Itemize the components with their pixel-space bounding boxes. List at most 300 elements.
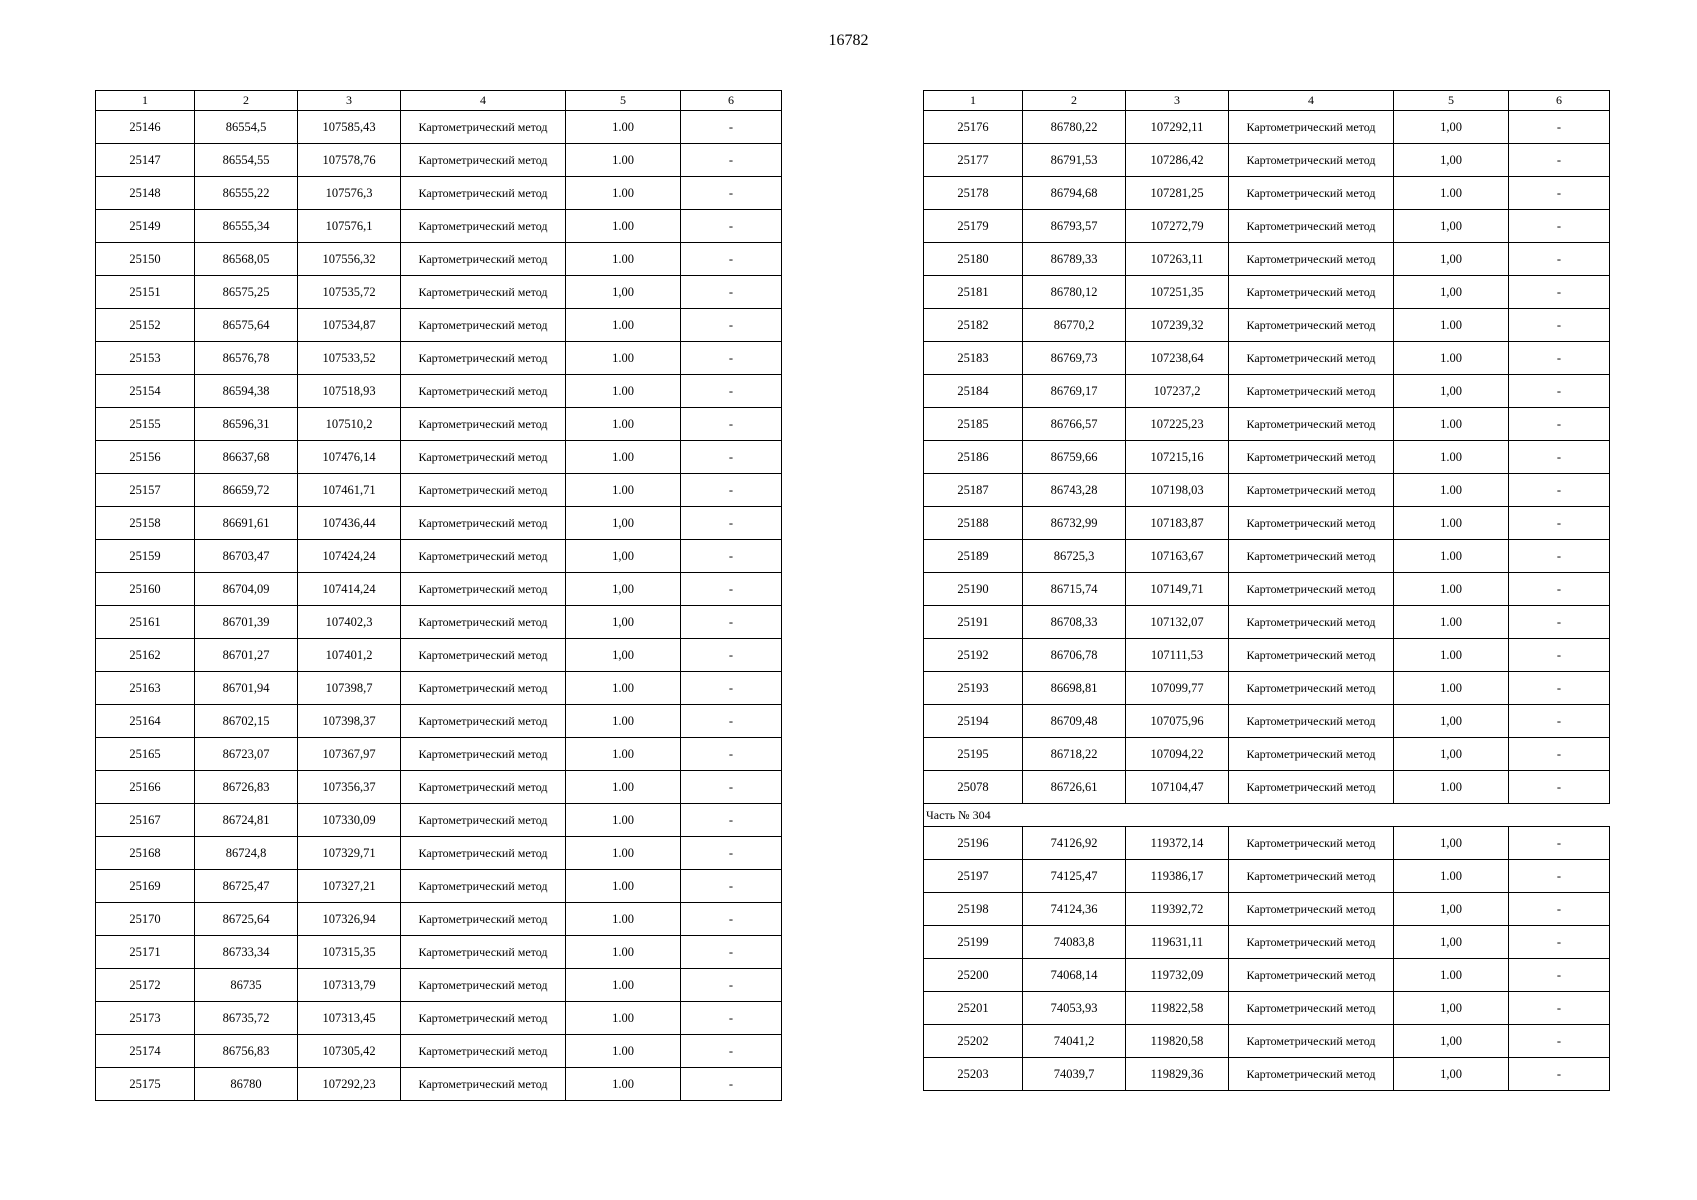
table-header-row	[96, 91, 782, 111]
point-number-cell: 25186	[924, 441, 1023, 474]
method-cell: Картометрический метод	[401, 441, 566, 474]
table-row	[96, 870, 782, 903]
y-coordinate-cell: 107578,76	[298, 144, 401, 177]
method-cell: Картометрический метод	[401, 837, 566, 870]
point-number-cell: 25148	[96, 177, 195, 210]
method-cell: Картометрический метод	[1229, 827, 1394, 860]
precision-cell: 1,00	[1394, 705, 1509, 738]
method-cell: Картометрический метод	[1229, 111, 1394, 144]
note-cell: -	[1509, 144, 1610, 177]
precision-cell: 1.00	[566, 342, 681, 375]
note-cell: -	[681, 276, 782, 309]
point-number-cell: 25161	[96, 606, 195, 639]
y-coordinate-cell: 107263,11	[1126, 243, 1229, 276]
column-header: 1	[96, 91, 195, 111]
y-coordinate-cell: 107533,52	[298, 342, 401, 375]
note-cell: -	[1509, 959, 1610, 992]
point-number-cell: 25154	[96, 375, 195, 408]
note-cell: -	[681, 804, 782, 837]
x-coordinate-cell: 86770,2	[1023, 309, 1126, 342]
table-row	[924, 606, 1610, 639]
note-cell: -	[681, 144, 782, 177]
y-coordinate-cell: 119386,17	[1126, 860, 1229, 893]
note-cell: -	[1509, 276, 1610, 309]
point-number-cell: 25174	[96, 1035, 195, 1068]
y-coordinate-cell: 107132,07	[1126, 606, 1229, 639]
note-cell: -	[1509, 926, 1610, 959]
table-row	[924, 827, 1610, 860]
method-cell: Картометрический метод	[1229, 1025, 1394, 1058]
method-cell: Картометрический метод	[1229, 771, 1394, 804]
table-row	[96, 474, 782, 507]
table-row	[96, 1068, 782, 1101]
precision-cell: 1,00	[566, 507, 681, 540]
precision-cell: 1,00	[566, 639, 681, 672]
table-row	[96, 309, 782, 342]
y-coordinate-cell: 107461,71	[298, 474, 401, 507]
table-row	[924, 992, 1610, 1025]
x-coordinate-cell: 86780	[195, 1068, 298, 1101]
point-number-cell: 25200	[924, 959, 1023, 992]
method-cell: Картометрический метод	[1229, 705, 1394, 738]
y-coordinate-cell: 119732,09	[1126, 959, 1229, 992]
point-number-cell: 25202	[924, 1025, 1023, 1058]
point-number-cell: 25170	[96, 903, 195, 936]
method-cell: Картометрический метод	[401, 672, 566, 705]
y-coordinate-cell: 107286,42	[1126, 144, 1229, 177]
note-cell: -	[681, 1068, 782, 1101]
method-cell: Картометрический метод	[1229, 474, 1394, 507]
precision-cell: 1.00	[566, 903, 681, 936]
point-number-cell: 25163	[96, 672, 195, 705]
y-coordinate-cell: 107111,53	[1126, 639, 1229, 672]
point-number-cell: 25195	[924, 738, 1023, 771]
note-cell: -	[1509, 375, 1610, 408]
x-coordinate-cell: 86555,22	[195, 177, 298, 210]
table-row	[924, 474, 1610, 507]
x-coordinate-cell: 86554,5	[195, 111, 298, 144]
method-cell: Картометрический метод	[401, 276, 566, 309]
x-coordinate-cell: 86709,48	[1023, 705, 1126, 738]
column-header: 4	[1229, 91, 1394, 111]
x-coordinate-cell: 86791,53	[1023, 144, 1126, 177]
y-coordinate-cell: 107292,11	[1126, 111, 1229, 144]
precision-cell: 1.00	[566, 672, 681, 705]
y-coordinate-cell: 107356,37	[298, 771, 401, 804]
precision-cell: 1,00	[566, 573, 681, 606]
table-row	[924, 177, 1610, 210]
precision-cell: 1.00	[1394, 309, 1509, 342]
note-cell: -	[681, 606, 782, 639]
y-coordinate-cell: 107104,47	[1126, 771, 1229, 804]
y-coordinate-cell: 107326,94	[298, 903, 401, 936]
precision-cell: 1.00	[1394, 408, 1509, 441]
x-coordinate-cell: 86766,57	[1023, 408, 1126, 441]
y-coordinate-cell: 107327,21	[298, 870, 401, 903]
y-coordinate-cell: 107239,32	[1126, 309, 1229, 342]
point-number-cell: 25147	[96, 144, 195, 177]
point-number-cell: 25190	[924, 573, 1023, 606]
note-cell: -	[1509, 540, 1610, 573]
point-number-cell: 25191	[924, 606, 1023, 639]
y-coordinate-cell: 107183,87	[1126, 507, 1229, 540]
y-coordinate-cell: 107576,1	[298, 210, 401, 243]
x-coordinate-cell: 86703,47	[195, 540, 298, 573]
precision-cell: 1.00	[566, 738, 681, 771]
method-cell: Картометрический метод	[401, 177, 566, 210]
note-cell: -	[681, 738, 782, 771]
precision-cell: 1.00	[566, 210, 681, 243]
note-cell: -	[1509, 1058, 1610, 1091]
point-number-cell: 25168	[96, 837, 195, 870]
x-coordinate-cell: 74039,7	[1023, 1058, 1126, 1091]
table-row	[924, 573, 1610, 606]
method-cell: Картометрический метод	[1229, 408, 1394, 441]
y-coordinate-cell: 107518,93	[298, 375, 401, 408]
note-cell: -	[681, 1035, 782, 1068]
method-cell: Картометрический метод	[1229, 540, 1394, 573]
table-row	[96, 936, 782, 969]
note-cell: -	[1509, 243, 1610, 276]
precision-cell: 1.00	[1394, 606, 1509, 639]
point-number-cell: 25187	[924, 474, 1023, 507]
precision-cell: 1,00	[1394, 375, 1509, 408]
method-cell: Картометрический метод	[401, 507, 566, 540]
table-row	[96, 804, 782, 837]
y-coordinate-cell: 119631,11	[1126, 926, 1229, 959]
y-coordinate-cell: 107198,03	[1126, 474, 1229, 507]
y-coordinate-cell: 107281,25	[1126, 177, 1229, 210]
note-cell: -	[681, 243, 782, 276]
note-cell: -	[1509, 827, 1610, 860]
precision-cell: 1.00	[1394, 959, 1509, 992]
x-coordinate-cell: 86637,68	[195, 441, 298, 474]
point-number-cell: 25198	[924, 893, 1023, 926]
x-coordinate-cell: 86789,33	[1023, 243, 1126, 276]
y-coordinate-cell: 107163,67	[1126, 540, 1229, 573]
table-row	[96, 903, 782, 936]
note-cell: -	[681, 705, 782, 738]
method-cell: Картометрический метод	[401, 1002, 566, 1035]
point-number-cell: 25165	[96, 738, 195, 771]
note-cell: -	[681, 507, 782, 540]
x-coordinate-cell: 86708,33	[1023, 606, 1126, 639]
note-cell: -	[1509, 441, 1610, 474]
x-coordinate-cell: 86726,61	[1023, 771, 1126, 804]
method-cell: Картометрический метод	[401, 111, 566, 144]
x-coordinate-cell: 86725,47	[195, 870, 298, 903]
note-cell: -	[1509, 893, 1610, 926]
note-cell: -	[1509, 408, 1610, 441]
y-coordinate-cell: 119829,36	[1126, 1058, 1229, 1091]
method-cell: Картометрический метод	[401, 738, 566, 771]
precision-cell: 1.00	[1394, 474, 1509, 507]
table-row	[96, 441, 782, 474]
x-coordinate-cell: 86568,05	[195, 243, 298, 276]
column-header: 1	[924, 91, 1023, 111]
method-cell: Картометрический метод	[1229, 210, 1394, 243]
point-number-cell: 25149	[96, 210, 195, 243]
y-coordinate-cell: 107237,2	[1126, 375, 1229, 408]
method-cell: Картометрический метод	[401, 903, 566, 936]
point-number-cell: 25184	[924, 375, 1023, 408]
x-coordinate-cell: 86702,15	[195, 705, 298, 738]
method-cell: Картометрический метод	[1229, 441, 1394, 474]
table-row	[924, 243, 1610, 276]
table-row	[924, 926, 1610, 959]
precision-cell: 1,00	[566, 606, 681, 639]
x-coordinate-cell: 86691,61	[195, 507, 298, 540]
precision-cell: 1.00	[566, 144, 681, 177]
method-cell: Картометрический метод	[401, 540, 566, 573]
note-cell: -	[1509, 639, 1610, 672]
table-row	[96, 243, 782, 276]
precision-cell: 1.00	[1394, 860, 1509, 893]
precision-cell: 1.00	[566, 243, 681, 276]
precision-cell: 1.00	[1394, 540, 1509, 573]
x-coordinate-cell: 86780,12	[1023, 276, 1126, 309]
note-cell: -	[681, 870, 782, 903]
method-cell: Картометрический метод	[401, 375, 566, 408]
column-header: 4	[401, 91, 566, 111]
note-cell: -	[681, 177, 782, 210]
note-cell: -	[1509, 860, 1610, 893]
x-coordinate-cell: 86769,73	[1023, 342, 1126, 375]
table-row	[924, 441, 1610, 474]
precision-cell: 1.00	[566, 1035, 681, 1068]
point-number-cell: 25197	[924, 860, 1023, 893]
note-cell: -	[1509, 342, 1610, 375]
y-coordinate-cell: 119822,58	[1126, 992, 1229, 1025]
table-row	[924, 408, 1610, 441]
y-coordinate-cell: 107534,87	[298, 309, 401, 342]
x-coordinate-cell: 86733,34	[195, 936, 298, 969]
table-row	[924, 375, 1610, 408]
precision-cell: 1,00	[566, 276, 681, 309]
y-coordinate-cell: 107313,45	[298, 1002, 401, 1035]
method-cell: Картометрический метод	[1229, 309, 1394, 342]
note-cell: -	[681, 969, 782, 1002]
method-cell: Картометрический метод	[1229, 992, 1394, 1025]
table-row	[96, 1035, 782, 1068]
x-coordinate-cell: 86735	[195, 969, 298, 1002]
y-coordinate-cell: 107330,09	[298, 804, 401, 837]
precision-cell: 1.00	[566, 309, 681, 342]
method-cell: Картометрический метод	[401, 1035, 566, 1068]
y-coordinate-cell: 107305,42	[298, 1035, 401, 1068]
table-row	[924, 507, 1610, 540]
precision-cell: 1.00	[566, 111, 681, 144]
table-row	[96, 837, 782, 870]
point-number-cell: 25181	[924, 276, 1023, 309]
method-cell: Картометрический метод	[401, 870, 566, 903]
x-coordinate-cell: 86725,64	[195, 903, 298, 936]
precision-cell: 1.00	[566, 804, 681, 837]
y-coordinate-cell: 107075,96	[1126, 705, 1229, 738]
method-cell: Картометрический метод	[401, 936, 566, 969]
precision-cell: 1.00	[566, 408, 681, 441]
note-cell: -	[681, 342, 782, 375]
column-header: 6	[681, 91, 782, 111]
precision-cell: 1.00	[1394, 177, 1509, 210]
table-row	[96, 177, 782, 210]
table-row	[924, 860, 1610, 893]
x-coordinate-cell: 86555,34	[195, 210, 298, 243]
x-coordinate-cell: 86735,72	[195, 1002, 298, 1035]
x-coordinate-cell: 86575,25	[195, 276, 298, 309]
point-number-cell: 25178	[924, 177, 1023, 210]
y-coordinate-cell: 107099,77	[1126, 672, 1229, 705]
y-coordinate-cell: 107414,24	[298, 573, 401, 606]
precision-cell: 1.00	[1394, 342, 1509, 375]
y-coordinate-cell: 107251,35	[1126, 276, 1229, 309]
point-number-cell: 25152	[96, 309, 195, 342]
note-cell: -	[1509, 771, 1610, 804]
note-cell: -	[681, 210, 782, 243]
method-cell: Картометрический метод	[1229, 507, 1394, 540]
method-cell: Картометрический метод	[401, 243, 566, 276]
precision-cell: 1.00	[566, 441, 681, 474]
point-number-cell: 25188	[924, 507, 1023, 540]
note-cell: -	[681, 441, 782, 474]
column-header: 3	[1126, 91, 1229, 111]
point-number-cell: 25158	[96, 507, 195, 540]
table-row	[924, 705, 1610, 738]
method-cell: Картометрический метод	[1229, 375, 1394, 408]
point-number-cell: 25189	[924, 540, 1023, 573]
precision-cell: 1.00	[566, 969, 681, 1002]
note-cell: -	[681, 573, 782, 606]
y-coordinate-cell: 107585,43	[298, 111, 401, 144]
precision-cell: 1.00	[566, 870, 681, 903]
table-row	[924, 342, 1610, 375]
point-number-cell: 25185	[924, 408, 1023, 441]
method-cell: Картометрический метод	[1229, 738, 1394, 771]
x-coordinate-cell: 86701,39	[195, 606, 298, 639]
method-cell: Картометрический метод	[401, 969, 566, 1002]
point-number-cell: 25159	[96, 540, 195, 573]
table-row	[96, 144, 782, 177]
x-coordinate-cell: 86724,8	[195, 837, 298, 870]
y-coordinate-cell: 107367,97	[298, 738, 401, 771]
y-coordinate-cell: 107398,37	[298, 705, 401, 738]
point-number-cell: 25169	[96, 870, 195, 903]
method-cell: Картометрический метод	[401, 210, 566, 243]
note-cell: -	[681, 771, 782, 804]
note-cell: -	[681, 837, 782, 870]
x-coordinate-cell: 74083,8	[1023, 926, 1126, 959]
column-header: 5	[1394, 91, 1509, 111]
precision-cell: 1,00	[1394, 893, 1509, 926]
y-coordinate-cell: 107398,7	[298, 672, 401, 705]
x-coordinate-cell: 86718,22	[1023, 738, 1126, 771]
method-cell: Картометрический метод	[401, 1068, 566, 1101]
note-cell: -	[1509, 705, 1610, 738]
table-row	[924, 309, 1610, 342]
precision-cell: 1,00	[1394, 827, 1509, 860]
precision-cell: 1,00	[1394, 243, 1509, 276]
point-number-cell: 25176	[924, 111, 1023, 144]
y-coordinate-cell: 119372,14	[1126, 827, 1229, 860]
method-cell: Картометрический метод	[1229, 959, 1394, 992]
point-number-cell: 25172	[96, 969, 195, 1002]
point-number-cell: 25150	[96, 243, 195, 276]
point-number-cell: 25199	[924, 926, 1023, 959]
table-row	[96, 639, 782, 672]
precision-cell: 1.00	[1394, 573, 1509, 606]
x-coordinate-cell: 86725,3	[1023, 540, 1126, 573]
y-coordinate-cell: 107149,71	[1126, 573, 1229, 606]
note-cell: -	[1509, 738, 1610, 771]
precision-cell: 1,00	[1394, 1025, 1509, 1058]
x-coordinate-cell: 86756,83	[195, 1035, 298, 1068]
table-row	[96, 540, 782, 573]
method-cell: Картометрический метод	[1229, 144, 1394, 177]
note-cell: -	[1509, 672, 1610, 705]
coordinates-table-right	[923, 90, 1610, 1091]
method-cell: Картометрический метод	[1229, 342, 1394, 375]
point-number-cell: 25183	[924, 342, 1023, 375]
note-cell: -	[1509, 309, 1610, 342]
column-header: 2	[195, 91, 298, 111]
method-cell: Картометрический метод	[1229, 926, 1394, 959]
precision-cell: 1.00	[1394, 441, 1509, 474]
x-coordinate-cell: 74041,2	[1023, 1025, 1126, 1058]
y-coordinate-cell: 107215,16	[1126, 441, 1229, 474]
table-row	[96, 276, 782, 309]
method-cell: Картометрический метод	[401, 804, 566, 837]
x-coordinate-cell: 86726,83	[195, 771, 298, 804]
precision-cell: 1,00	[1394, 1058, 1509, 1091]
table-row	[924, 1058, 1610, 1091]
precision-cell: 1.00	[566, 474, 681, 507]
method-cell: Картометрический метод	[1229, 177, 1394, 210]
x-coordinate-cell: 86794,68	[1023, 177, 1126, 210]
method-cell: Картометрический метод	[1229, 1058, 1394, 1091]
method-cell: Картометрический метод	[1229, 606, 1394, 639]
table-header-row	[924, 91, 1610, 111]
y-coordinate-cell: 107315,35	[298, 936, 401, 969]
precision-cell: 1,00	[1394, 276, 1509, 309]
note-cell: -	[681, 540, 782, 573]
table-row	[924, 276, 1610, 309]
precision-cell: 1.00	[1394, 507, 1509, 540]
method-cell: Картометрический метод	[401, 408, 566, 441]
y-coordinate-cell: 107313,79	[298, 969, 401, 1002]
y-coordinate-cell: 107436,44	[298, 507, 401, 540]
x-coordinate-cell: 86701,27	[195, 639, 298, 672]
x-coordinate-cell: 86743,28	[1023, 474, 1126, 507]
point-number-cell: 25173	[96, 1002, 195, 1035]
x-coordinate-cell: 86769,17	[1023, 375, 1126, 408]
coordinates-table-left	[95, 90, 782, 1101]
x-coordinate-cell: 86732,99	[1023, 507, 1126, 540]
note-cell: -	[1509, 1025, 1610, 1058]
method-cell: Картометрический метод	[401, 573, 566, 606]
precision-cell: 1.00	[566, 705, 681, 738]
y-coordinate-cell: 119392,72	[1126, 893, 1229, 926]
x-coordinate-cell: 86793,57	[1023, 210, 1126, 243]
table-row	[96, 111, 782, 144]
x-coordinate-cell: 86715,74	[1023, 573, 1126, 606]
note-cell: -	[1509, 573, 1610, 606]
y-coordinate-cell: 107510,2	[298, 408, 401, 441]
note-cell: -	[681, 1002, 782, 1035]
x-coordinate-cell: 86594,38	[195, 375, 298, 408]
precision-cell: 1.00	[1394, 672, 1509, 705]
point-number-cell: 25157	[96, 474, 195, 507]
precision-cell: 1,00	[1394, 738, 1509, 771]
